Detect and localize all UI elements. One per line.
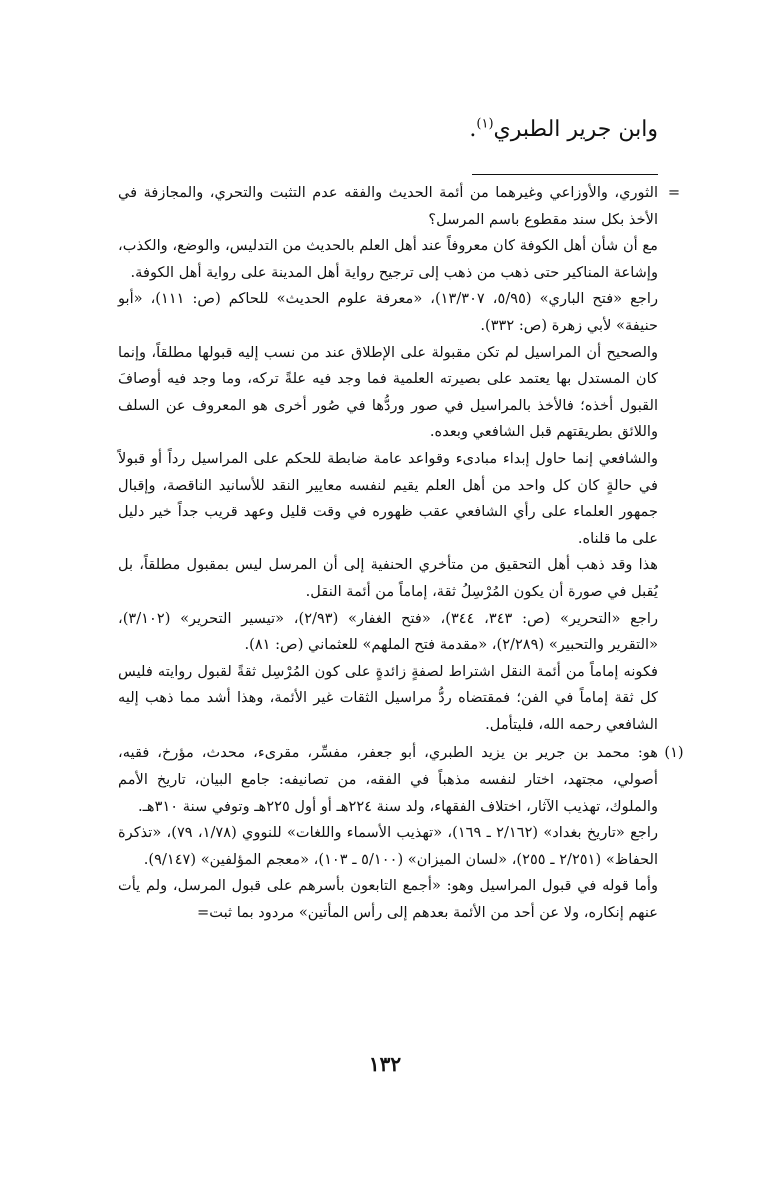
footnote-paragraph: فكونه إماماً من أئمة النقل اشتراط لصفةٍ زائدةٍ على كون المُرْسِل ثقةً لقبول روايته فليس كل ثقة إماماً في الفن؛ فمقتضاه ردُّ مراسيل الثقات غير الأئمة، وهذا أشد مما ذهب إليه الشافعي رحمه الله، فليتأمل. xyxy=(118,662,658,733)
footnote-paragraph: راجع «فتح الباري» (٥/٩٥، ١٣/٣٠٧)، «معرفة علوم الحديث» للحاكم (ص: ١١١)، «أبو حنيفة» لأبي زهرة (ص: ٣٣٢). xyxy=(118,290,658,334)
continuation-marker: = xyxy=(667,184,681,201)
footnote-reference: (١) xyxy=(476,116,494,132)
footnote-paragraph: الثوري، والأوزاعي وغيرهما من أئمة الحديث والفقه عدم التثبت والتحري، والمجازفة في الأخذ بكل سند مقطوع باسم المرسل؟ xyxy=(118,184,658,228)
main-text-punct: . xyxy=(469,117,477,142)
footnote-continuation xyxy=(118,180,681,738)
footnote-paragraph: مع أن شأن أهل الكوفة كان معروفاً عند أهل العلم بالحديث من التدليس، والوضع، والكذب، وإشاعة المناكير حتى ذهب من ذهب إلى ترجيح رواية أهل المدينة على رواية أهل الكوفة. xyxy=(118,237,658,281)
footnote-paragraph: هذا وقد ذهب أهل التحقيق من متأخري الحنفية إلى أن المرسل ليس بمقبول مطلقاً، بل يُقبل في صورة أن يكون المُرْسِلُ ثقة، إماماً من أئمة النقل. xyxy=(118,556,658,600)
footnote-paragraph: راجع «التحرير» (ص: ٣٤٣، ٣٤٤)، «فتح الغفار» (٢/٩٣)، «تيسير التحرير» (٣/١٠٢)، «التقرير والتحبير» (٢/٢٨٩)، «مقدمة فتح الملهم» للعثماني (ص: ٨١). xyxy=(118,609,658,654)
footnotes xyxy=(118,180,684,929)
footnote-paragraph: والشافعي إنما حاول إبداء مبادىء وقواعد عامة ضابطة للحكم على المراسيل رداً أو قبولاً في حالةٍ كان كل واحد من أهل العلم يقيم لنفسه معايير النقد للأسانيد الناقصة، وإقبال جمهور العلماء على رأي الشافعي عقب ظهوره في وقت قليل وعهد قريب جداً خير دليل على ما قلناه. xyxy=(118,449,658,547)
main-text xyxy=(98,112,658,148)
main-text-line: وابن جرير الطبري xyxy=(493,117,658,142)
page-number: ١٣٢ xyxy=(368,1052,402,1076)
footnote-1 xyxy=(118,740,684,926)
footnote-separator xyxy=(472,174,658,175)
footnote-1-marker: (١) xyxy=(664,744,684,762)
footnote-paragraph: والصحيح أن المراسيل لم تكن مقبولة على الإطلاق عند من نسب إليه قبولها مطلقاً، وإنما كان المستدل بها يعتمد على بصيرته العلمية فما وجد فيه علةً تركه، وما وجد فيه أوصافَ القبول أخذه؛ فالأخذ بالمراسيل في صور وردُّها في صُور أخرى هو المعروف عن السلف واللائق بطريقتهم قبل الشافعي وبعده. xyxy=(118,343,658,441)
footnote-paragraph: راجع «تاريخ بغداد» (٢/١٦٢ ـ ١٦٩)، «تهذيب الأسماء واللغات» للنووي (١/٧٨، ٧٩)، «تذكرة الحفاظ» (٢/٢٥١ ـ ٢٥٥)، «لسان الميزان» (٥/١٠٠ ـ ١٠٣)، «معجم المؤلفين» (٩/١٤٧). xyxy=(118,824,658,868)
footnote-paragraph: هو: محمد بن جرير بن يزيد الطبري، أبو جعفر، مفسِّر، مقرىء، محدث، مؤرخ، فقيه، أصولي، مجتهد، اختار لنفسه مذهباً في الفقه، من تصانيفه: جامع البيان، تاريخ الأمم والملوك، تهذيب الآثار، اختلاف الفقهاء، ولد سنة ٢٢٤هـ أو أول ٢٢٥هـ وتوفي سنة ٣١٠هـ. xyxy=(118,744,658,815)
footnote-paragraph: وأما قوله في قبول المراسيل وهو: «أجمع التابعون بأسرهم على قبول المرسل، ولم يأت عنهم إنكاره، ولا عن أحد من الأئمة بعدهم إلى رأس المأتين» مردود بما ثبت= xyxy=(118,877,658,922)
